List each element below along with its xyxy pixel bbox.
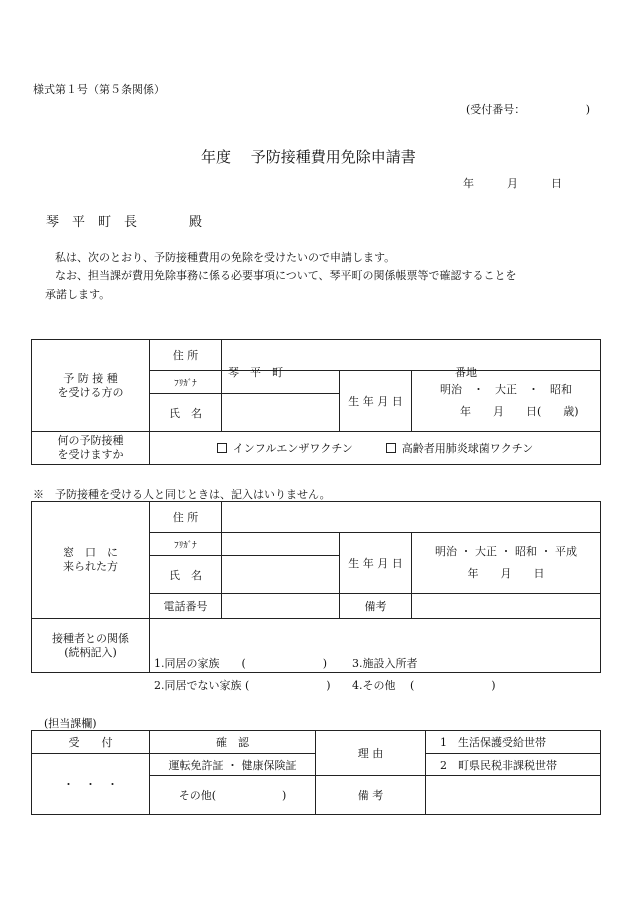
intro-line-2: なお、担当課が費用免除事務に係る必要事項について、琴平町の関係帳票等で確認することを — [55, 269, 517, 282]
vaccine-option-influenza[interactable]: インフルエンザワクチン — [217, 442, 353, 455]
vaccine-options — [150, 432, 601, 465]
relation-option-3: 3.施設入所者 — [352, 656, 418, 670]
relation-option-2: 2.同居でない家族 ( ) — [154, 678, 331, 692]
relation-option-4: 4.その他 ( ) — [352, 678, 496, 692]
vaccine-question: 何の予防接種 を受けますか — [32, 432, 150, 465]
visitor-address-label: 住 所 — [150, 502, 222, 533]
checkbox-icon[interactable] — [217, 443, 227, 453]
phone-field[interactable] — [222, 594, 340, 619]
visitor-remarks-label: 備考 — [340, 594, 412, 619]
confirm-header: 確 認 — [150, 731, 316, 754]
address-field[interactable] — [222, 340, 601, 379]
application-date: 年 月 日 — [463, 177, 562, 190]
visitor-name-field[interactable] — [222, 556, 340, 594]
relation-label: 接種者との関係 (続柄記入) — [32, 619, 150, 673]
page-title: 年度 予防接種費用免除申請書 — [201, 148, 416, 166]
office-remarks-label: 備 考 — [316, 776, 426, 815]
birthdate-eras: 明治 ・ 大正 ・ 昭和 — [440, 383, 572, 396]
visitor-birthdate-label: 生 年 月 日 — [340, 533, 412, 594]
form-number: 様式第１号（第５条関係） — [33, 83, 165, 96]
checkbox-icon[interactable] — [386, 443, 396, 453]
recipient-table — [31, 339, 601, 465]
reason-option-1: 1 生活保護受給世帯 — [426, 731, 601, 754]
confirm-option-1: 運転免許証 ・ 健康保険証 — [150, 754, 316, 776]
reception-number: (受付番号： ) — [466, 103, 591, 116]
intro-line-1: 私は、次のとおり、予防接種費用の免除を受けたいので申請します。 — [55, 251, 396, 264]
reason-option-2: 2 町県民税非課税世帯 — [426, 754, 601, 776]
confirm-option-2: その他( ) — [150, 776, 316, 815]
name-field[interactable] — [222, 394, 340, 432]
reason-header: 理 由 — [316, 731, 426, 776]
address-banchi: 番地 — [455, 366, 477, 379]
visitor-birthdate-eras: 明治 ・ 大正 ・ 昭和 ・ 平成 — [435, 545, 577, 558]
relation-field[interactable] — [150, 619, 601, 692]
address-label: 住 所 — [150, 340, 222, 371]
name-label: 氏 名 — [150, 394, 222, 432]
office-remarks-field[interactable] — [426, 776, 601, 815]
birthdate-field[interactable] — [412, 371, 601, 432]
visitor-birthdate-field[interactable] — [412, 533, 601, 594]
visitor-birthdate-date: 年 月 日 — [467, 567, 545, 580]
visitor-address-field[interactable] — [222, 502, 601, 533]
visitor-name-label: 氏 名 — [150, 556, 222, 594]
intro-line-3: 承諾します。 — [45, 288, 111, 301]
reception-date: ・ ・ ・ — [32, 754, 150, 815]
relation-option-1: 1.同居の家族 ( ) — [154, 656, 328, 670]
furigana-label: ﾌﾘｶﾞﾅ — [150, 371, 222, 394]
visitor-furigana-field[interactable] — [222, 533, 340, 556]
addressee: 琴 平 町 長 殿 — [46, 215, 203, 230]
visitor-remarks-field[interactable] — [412, 594, 601, 619]
visitor-table — [31, 501, 601, 692]
birthdate-label: 生 年 月 日 — [340, 371, 412, 432]
office-table — [31, 730, 601, 815]
visitor-label: 窓 口 に 来られた方 — [32, 502, 150, 619]
note: ※ 予防接種を受ける人と同じときは、記入はいりません。 — [33, 488, 331, 501]
address-town: 琴 平 町 — [228, 366, 283, 379]
birthdate-date-age: 年 月 日( 歳) — [460, 405, 579, 418]
phone-label: 電話番号 — [150, 594, 222, 619]
office-section-label: (担当課欄) — [44, 717, 97, 730]
vaccine-option-pneumococcal[interactable]: 高齢者用肺炎球菌ワクチン — [386, 442, 533, 455]
visitor-furigana-label: ﾌﾘｶﾞﾅ — [150, 533, 222, 556]
recipient-label: 予 防 接 種 を受ける方の — [32, 340, 150, 432]
reception-header: 受 付 — [32, 731, 150, 754]
